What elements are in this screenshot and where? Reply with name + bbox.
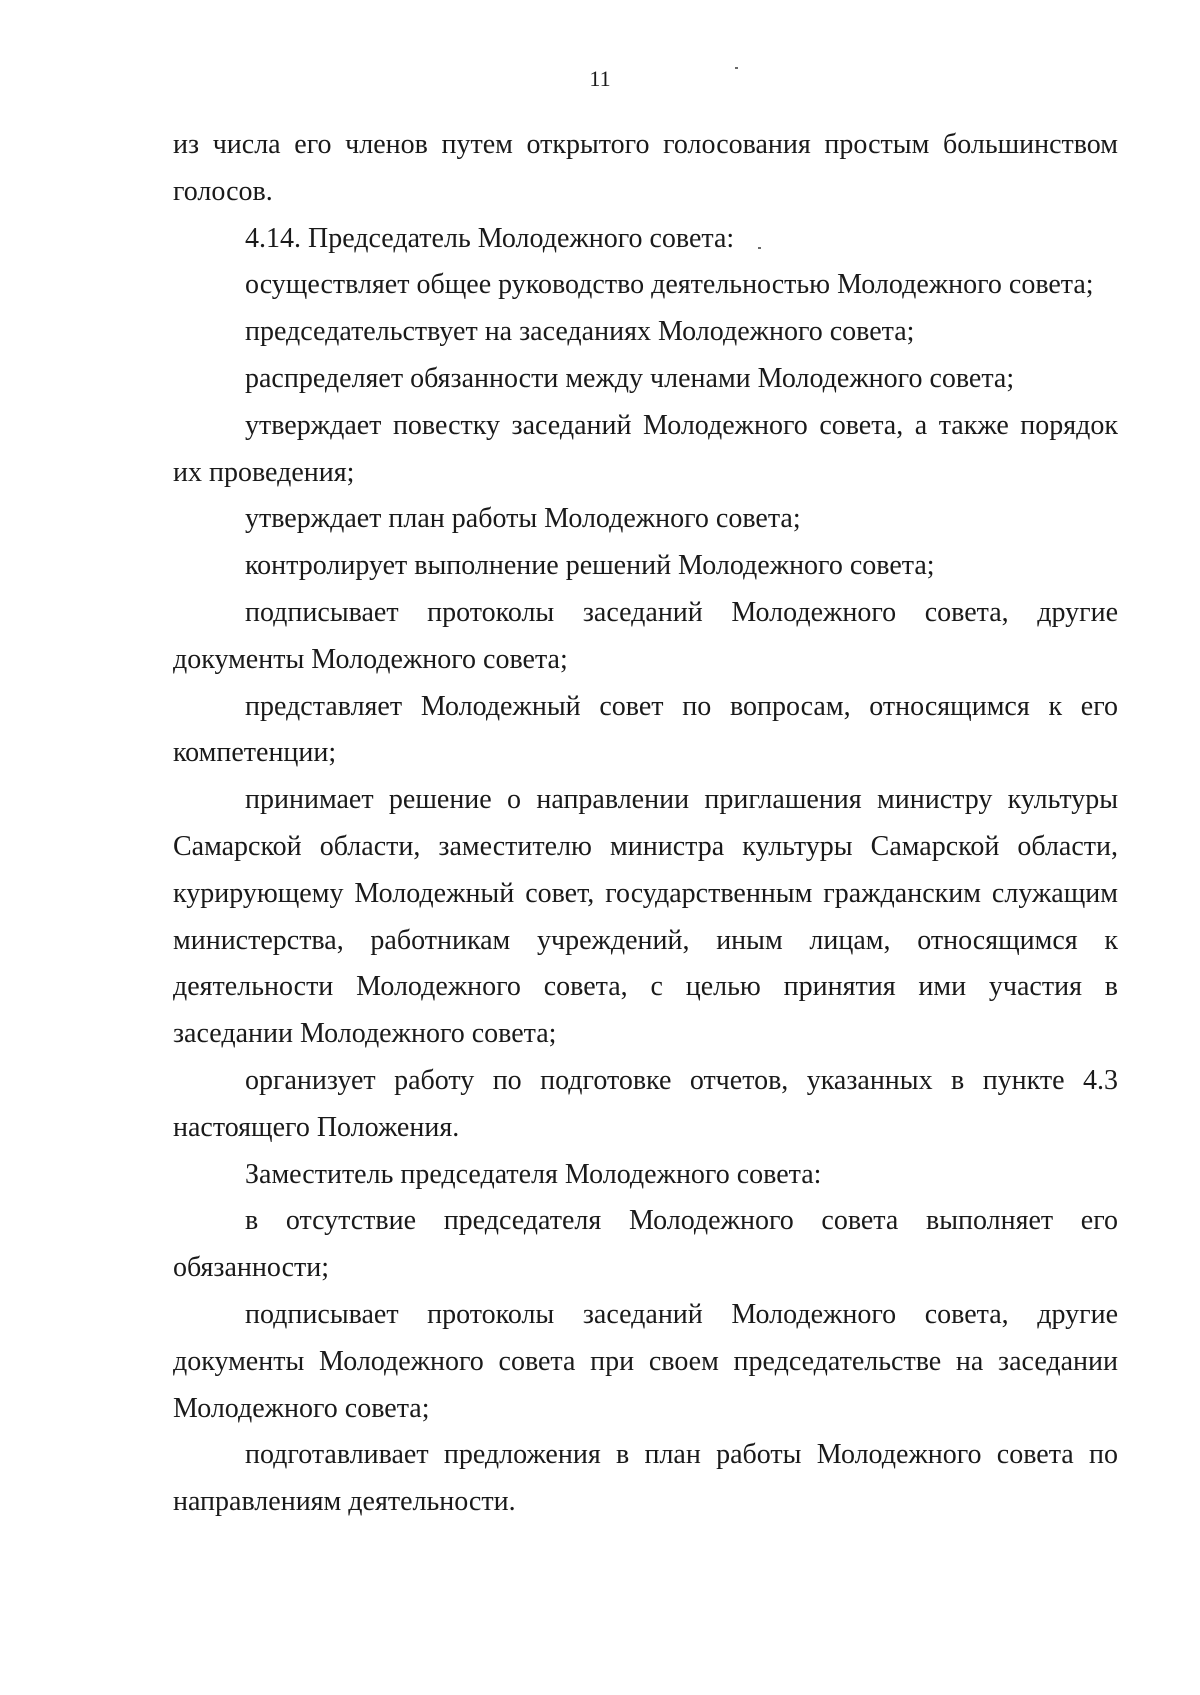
paragraph: председательствует на заседаниях Молодежного совета;: [245, 316, 915, 348]
scan-speck: [735, 67, 738, 69]
paragraph: 4.14. Председатель Молодежного совета:: [245, 222, 735, 254]
document-body: [173, 122, 1118, 1526]
paragraph: в отсутствие председателя Молодежного совета выполняет его обязанности;: [173, 1205, 1118, 1284]
paragraph: осуществляет общее руководство деятельностью Молодежного совета;: [245, 269, 1094, 301]
paragraph: подписывает протоколы заседаний Молодежного совета, другие документы Молодежного совета;: [173, 596, 1118, 675]
paragraph: организует работу по подготовке отчетов, указанных в пункте 4.3 настоящего Положения.: [173, 1064, 1118, 1143]
paragraph: принимает решение о направлении приглашения министру культуры Самарской области, заместителю министра культуры Самарской области, курирующему Молодежный совет, государственным гражданским служащим министерства, работникам учреждений, иным лицам, относящимся к деятельности Молодежного совета, с целью принятия ими участия в заседании Молодежного совета;: [173, 784, 1118, 1050]
paragraph: контролирует выполнение решений Молодежного совета;: [245, 550, 935, 582]
page-number: 11: [589, 66, 611, 91]
paragraph: из числа его членов путем открытого голосования простым большинством голосов.: [173, 129, 1118, 207]
paragraph: распределяет обязанности между членами Молодежного совета;: [245, 362, 1015, 394]
paragraph: подготавливает предложения в план работы Молодежного совета по направлениям деятельности.: [173, 1439, 1118, 1518]
paragraph: представляет Молодежный совет по вопросам, относящимся к его компетенции;: [173, 690, 1118, 769]
paragraph: Заместитель председателя Молодежного совета:: [245, 1158, 822, 1190]
paragraph: утверждает план работы Молодежного совета;: [245, 503, 801, 535]
paragraph: подписывает протоколы заседаний Молодежного совета, другие документы Молодежного совета при своем председательстве на заседании Молодежного совета;: [173, 1298, 1118, 1424]
paragraph: утверждает повестку заседаний Молодежного совета, а также порядок их проведения;: [173, 409, 1118, 488]
